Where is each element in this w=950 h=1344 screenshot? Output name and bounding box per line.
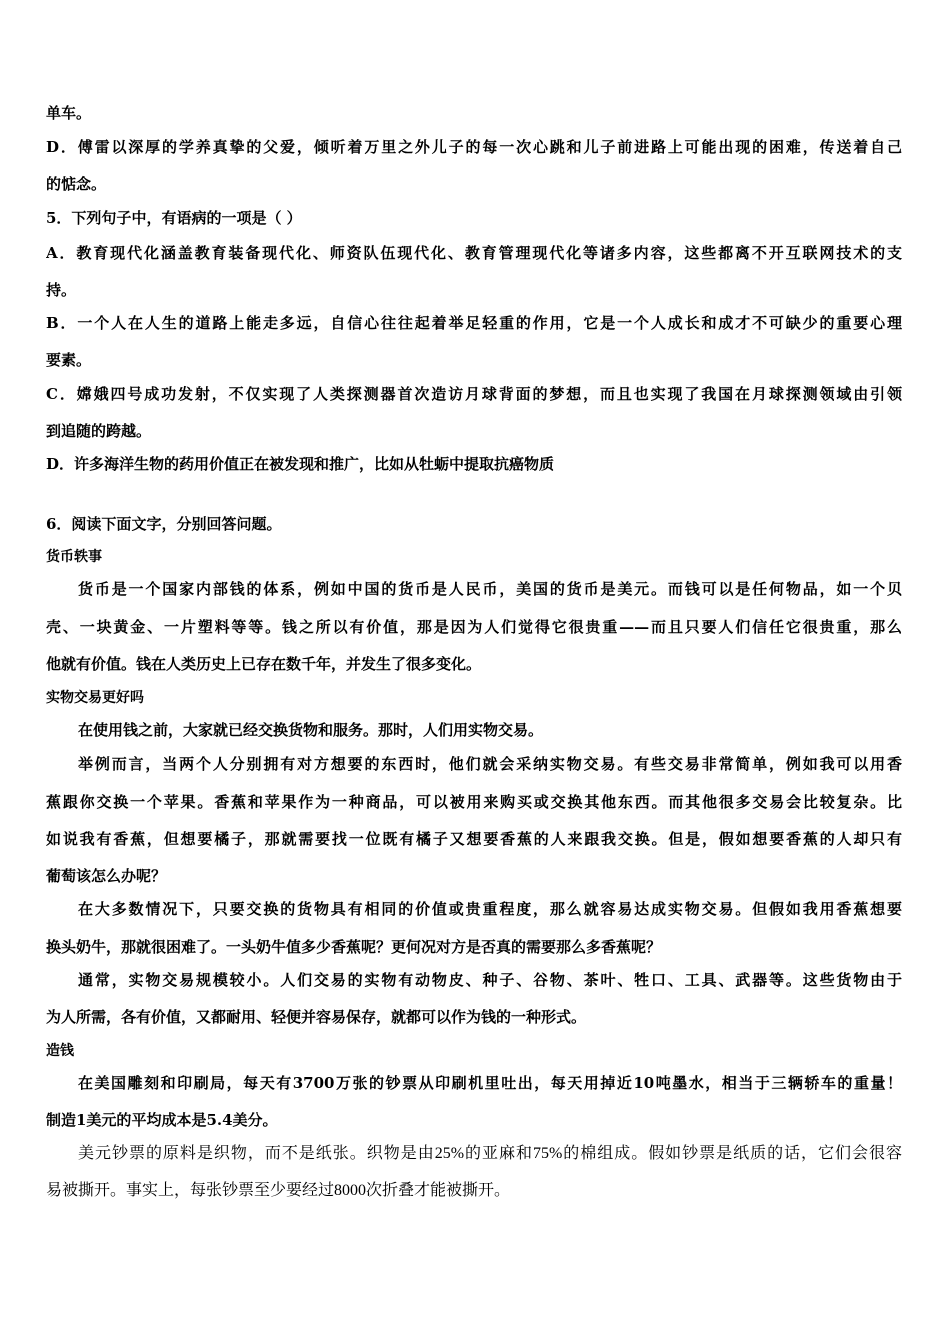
passage-p7-line1: 美元钞票的原料是织物，而不是纸张。织物是由25%的亚麻和75%的棉组成。假如钞票是纸质的话，它们会很容 [78,1145,902,1162]
q4-option-c-tail: 单车。 [46,104,92,122]
q5-option-b-line2: 要素。 [46,351,92,369]
passage-p4-line2: 换头奶牛，那就很困难了。一头奶牛值多少香蕉呢？更何况对方是否真的需要那么多香蕉呢？ [46,938,662,956]
q5-option-b-line1: B．一个人在人生的道路上能走多远，自信心往往起着举足轻重的作用，它是一个人成长和成才不可缺少的重要心理 [46,314,902,332]
passage-p1-line1: 货币是一个国家内部钱的体系，例如中国的货币是人民币，美国的货币是美元。而钱可以是任何物品，如一个贝 [78,580,902,598]
passage-p5-line2: 为人所需，各有价值，又都耐用、轻便并容易保存，就都可以作为钱的一种形式。 [46,1008,587,1026]
passage-p2-line1: 在使用钱之前，大家就已经交换货物和服务。那时，人们用实物交易。 [78,721,544,739]
q5-option-c-line1: C．嫦娥四号成功发射，不仅实现了人类探测器首次造访月球背面的梦想，而且也实现了我国在月球探测领域由引领 [46,385,902,403]
passage-p6-line2: 制造1美元的平均成本是5.4美分。 [46,1111,278,1129]
passage-p3-line1: 举例而言，当两个人分别拥有对方想要的东西时，他们就会采纳实物交易。有些交易非常简单，例如我可以用香 [78,755,902,773]
q5-option-a-line1: A．教育现代化涵盖教育装备现代化、师资队伍现代化、教育管理现代化等诸多内容，这些都离不开互联网技术的支 [46,244,902,262]
passage-p5-line1: 通常，实物交易规模较小。人们交易的实物有动物皮、种子、谷物、茶叶、牲口、工具、武器等。这些货物由于 [78,971,902,989]
q4-option-d-line1: D．傅雷以深厚的学养真挚的父爱，倾听着万里之外儿子的每一次心跳和儿子前进路上可能出现的困难，传送着自己 [46,138,902,156]
q5-stem: 5．下列句子中，有语病的一项是（ ） [46,209,302,227]
passage-p7-line2: 易被撕开。事实上，每张钞票至少要经过8000次折叠才能被撕开。 [46,1182,511,1199]
q5-option-d-line1: D．许多海洋生物的药用价值正在被发现和推广，比如从牡蛎中提取抗癌物质 [46,455,555,473]
passage-p3-line2: 蕉跟你交换一个苹果。香蕉和苹果作为一种商品，可以被用来购买或交换其他东西。而其他很多交易会比较复杂。比 [46,793,902,811]
q6-stem: 6．阅读下面文字，分别回答问题。 [46,515,282,533]
q5-option-c-line2: 到追随的跨越。 [46,422,152,440]
passage-p1-line3: 他就有价值。钱在人类历史上已存在数千年，并发生了很多变化。 [46,655,482,673]
passage-p3-line3: 如说我有香蕉，但想要橘子，那就需要找一位既有橘子又想要香蕉的人来跟我交换。但是，假如想要香蕉的人却只有 [46,830,902,848]
passage-title-2: 实物交易更好吗 [46,690,144,706]
passage-p3-line4: 葡萄该怎么办呢？ [46,867,167,885]
q5-option-a-line2: 持。 [46,281,77,299]
passage-title-3: 造钱 [46,1043,74,1059]
passage-title-1: 货币轶事 [46,549,102,565]
passage-p1-line2: 壳、一块黄金、一片塑料等等。钱之所以有价值，那是因为人们觉得它很贵重——而且只要人们信任它很贵重，那么 [46,618,902,636]
passage-p6-line1: 在美国雕刻和印刷局，每天有3700万张的钞票从印刷机里吐出，每天用掉近10吨墨水，相当于三辆轿车的重量！ [78,1074,902,1092]
q4-option-d-line2: 的惦念。 [46,175,107,193]
passage-p4-line1: 在大多数情况下，只要交换的货物具有相同的价值或贵重程度，那么就容易达成实物交易。但假如我用香蕉想要 [78,900,902,918]
